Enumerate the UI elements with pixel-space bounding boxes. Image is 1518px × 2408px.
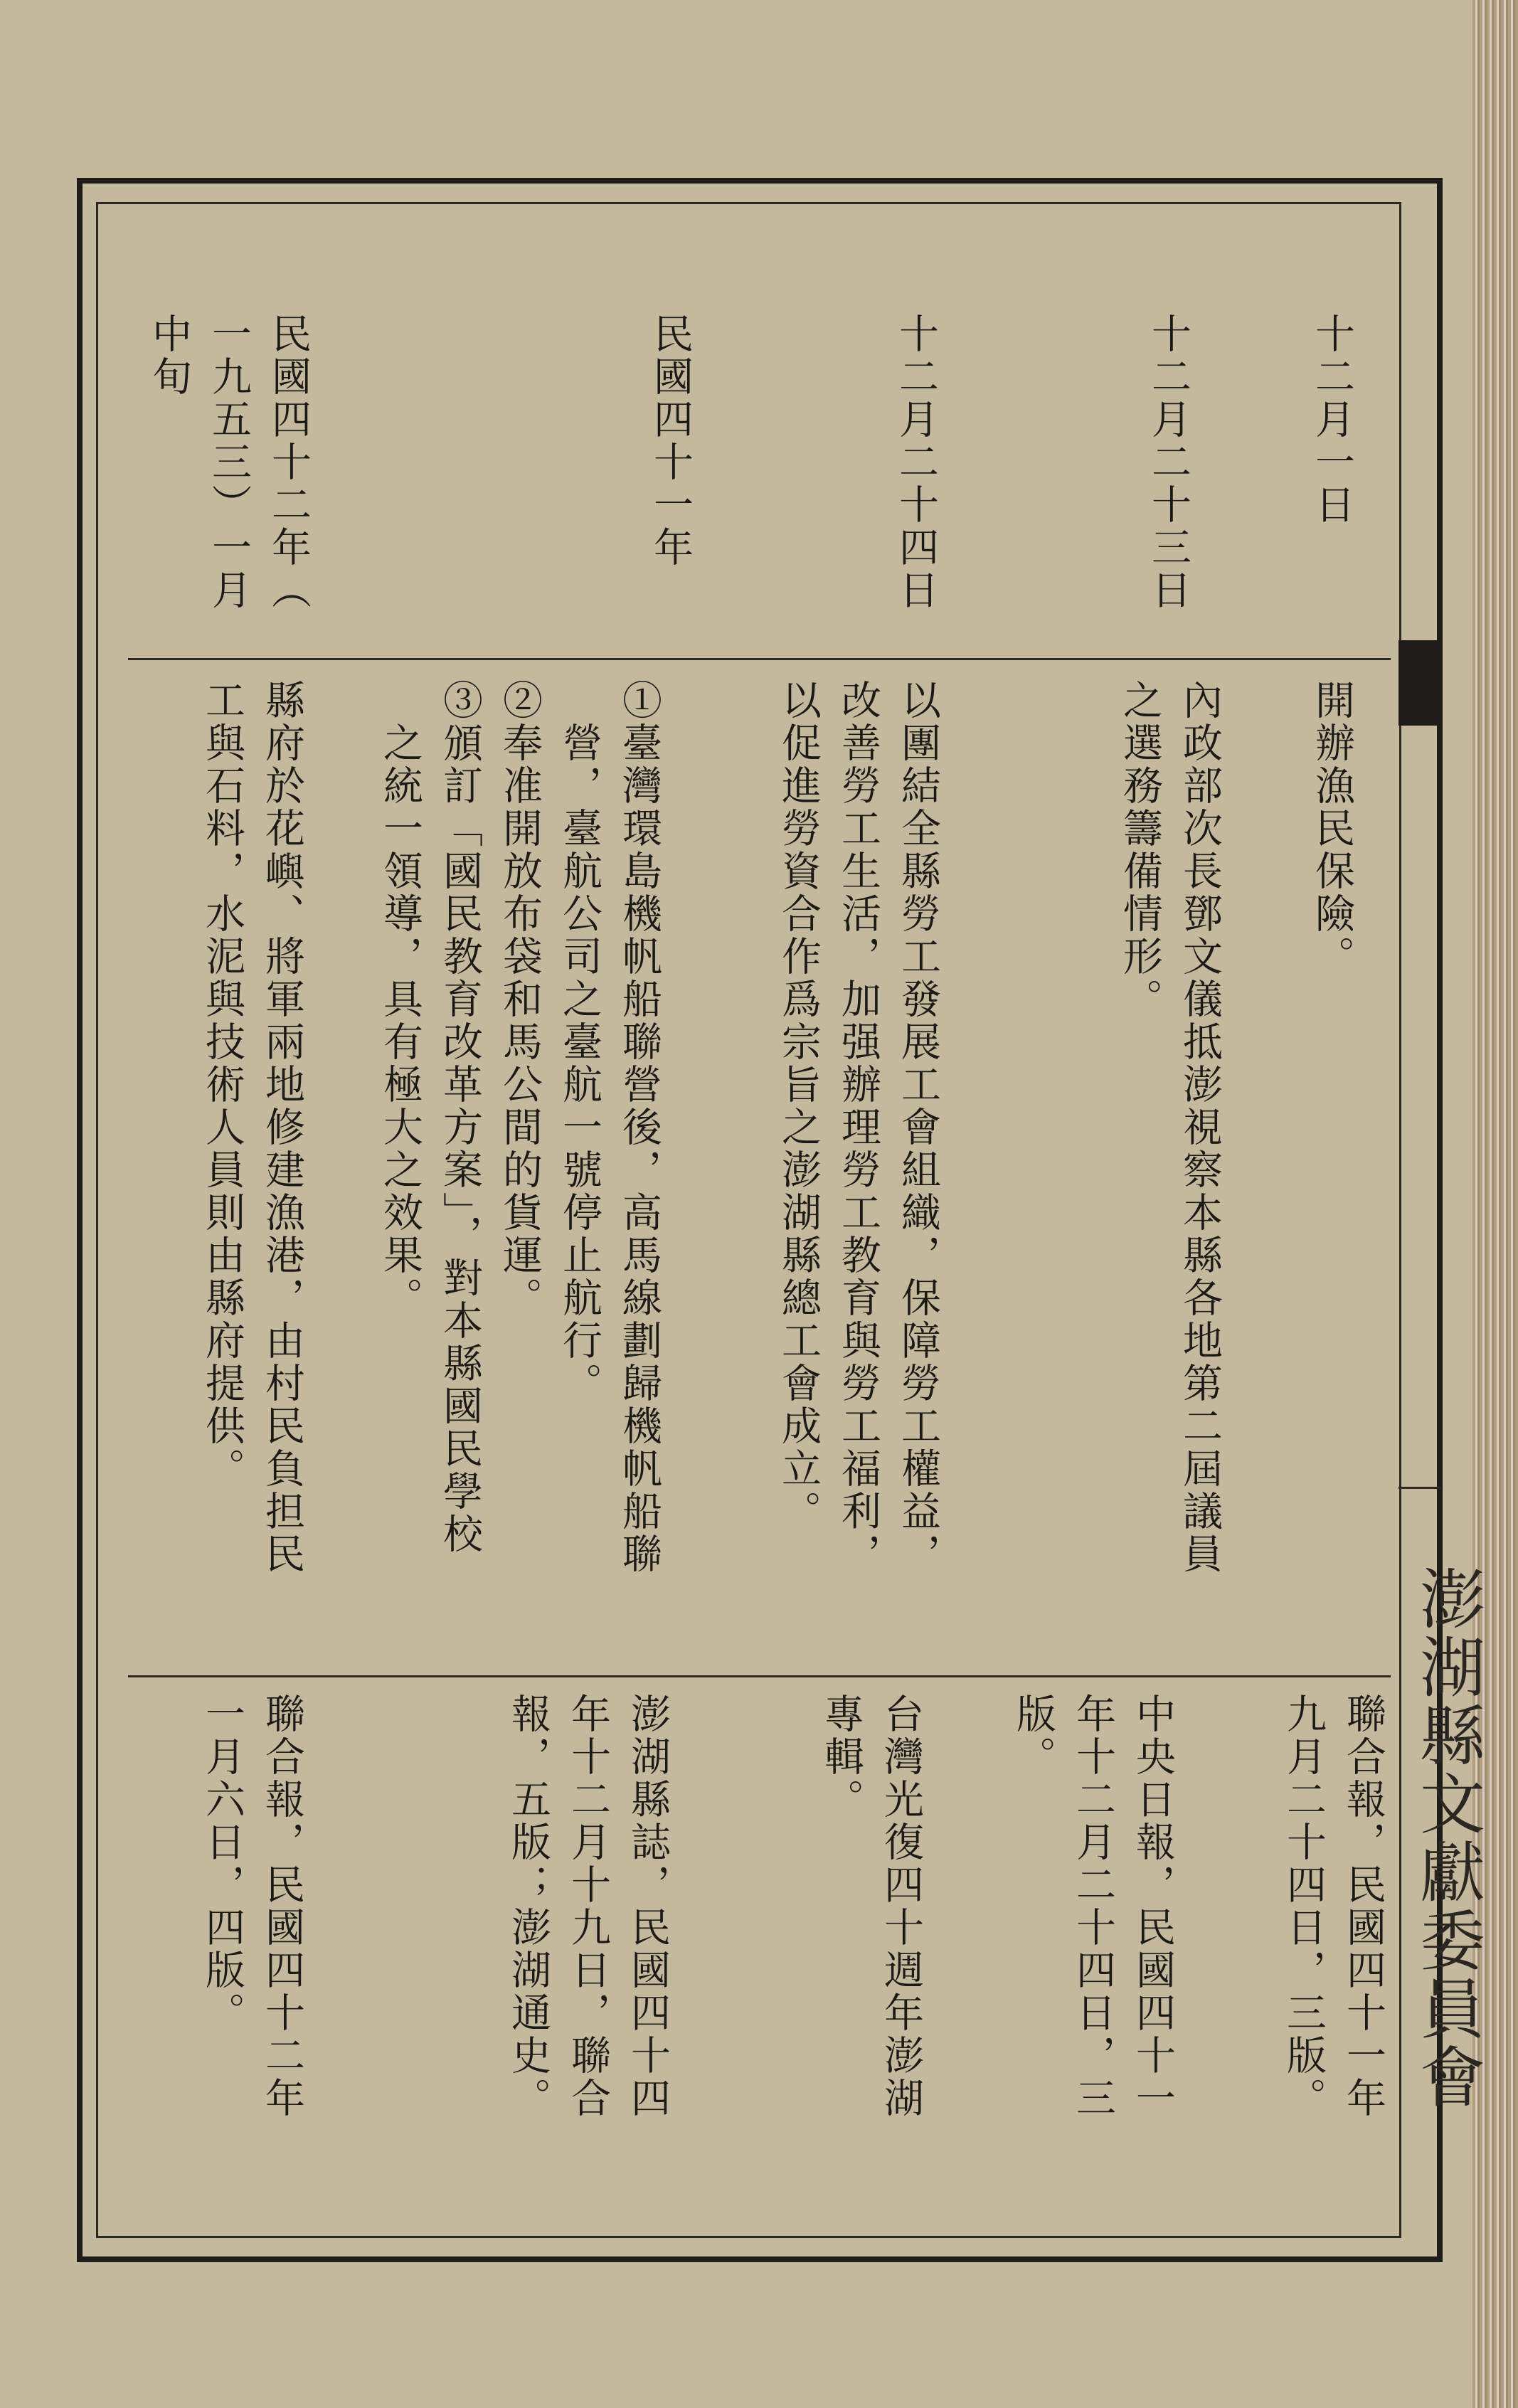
date-event-divider [128, 658, 1391, 660]
entry-event: 內政部次長鄧文儀抵澎視察本縣各地第二屆議員 之選務籌備情形。 [1117, 679, 1223, 1576]
entry-source: 聯合報，民國四十一年 九月二十四日，三版。 [1280, 1693, 1386, 2120]
entry-source: 聯合報，民國四十二年 一月六日，四版。 [199, 1693, 305, 2120]
entry-source: 中央日報，民國四十一 年十二月二十四日，三 版。 [1010, 1693, 1176, 2120]
entry-event: 開辦漁民保險。 [1309, 679, 1355, 978]
entry-event: ①臺灣環島機帆船聯營後，高馬線劃歸機帆船聯 營，臺航公司之臺航一號停止航行。 ②奉准開放布袋和馬公間的貨運。 ③頒訂「國民教育改革方案」，對本縣國民學校 之統一領導，具有極大之效果。 [377, 679, 662, 1576]
entry-date: 十二月二十三日 [1145, 313, 1191, 612]
entry-source: 澎湖縣誌，民國四十四 年十二月十九日，聯合 報，五版；澎湖通史。 [505, 1693, 671, 2120]
entry-date: 民國四十一年 [647, 313, 694, 569]
entry-event: 以團結全縣勞工發展工會組織，保障勞工權益， 改善勞工生活，加强辦理勞工教育與勞工福利， 以促進勞資合作爲宗旨之澎湖縣總工會成立。 [775, 679, 941, 1576]
publisher-side-title: 澎湖縣文獻委員會 [1409, 1565, 1485, 2111]
side-divider [1398, 1487, 1441, 1489]
entry-date: 十二月一日 [1309, 313, 1355, 526]
entry-source: 台灣光復四十週年澎湖 專輯。 [818, 1693, 924, 2120]
event-source-divider [128, 1675, 1391, 1677]
side-band [1398, 640, 1441, 726]
entry-event: 縣府於花嶼、將軍兩地修建漁港，由村民負担民 工與石料，水泥與技術人員則由縣府提供。 [199, 679, 305, 1576]
entry-date: 十二月二十四日 [893, 313, 939, 612]
entry-date: 民國四十二年（ 一九五三）一月 中旬 [146, 313, 312, 612]
